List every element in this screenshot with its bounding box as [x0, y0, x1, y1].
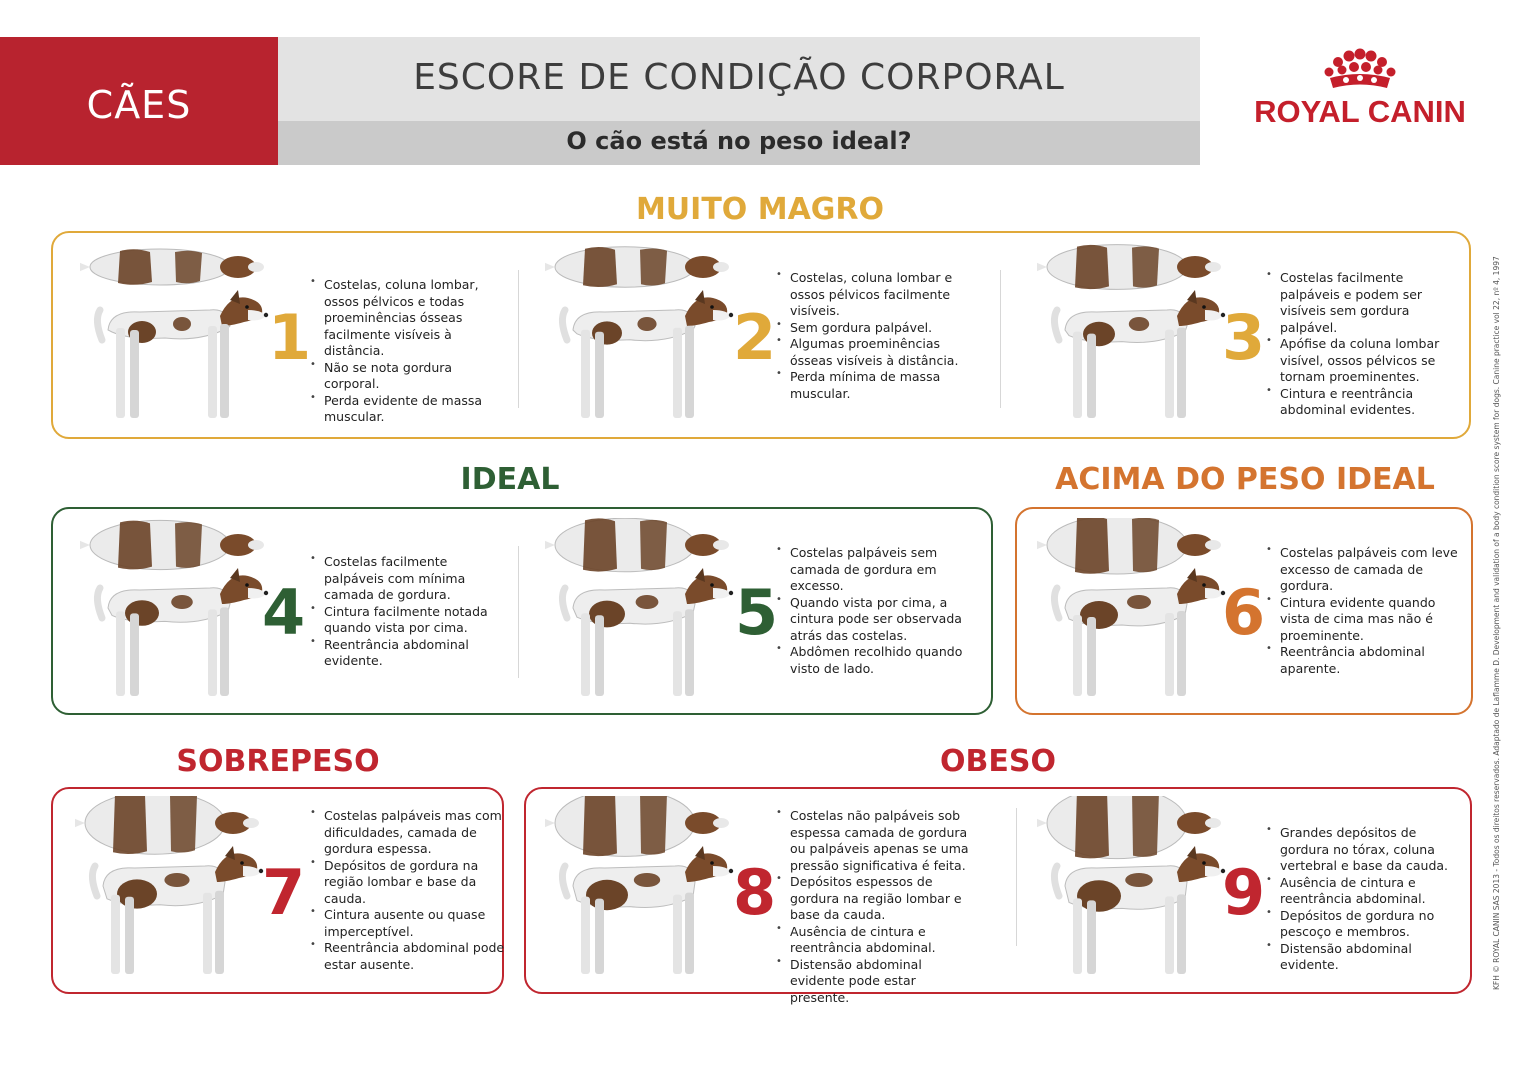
score-number: 6	[1222, 576, 1266, 649]
credit-note	[1492, 256, 1502, 1000]
divider	[518, 270, 519, 408]
credit-text: KFH © ROYAL CANIN SAS 2013 - Todos os direitos reservados. Adaptado de Laflamme D. Development and validation of a body condition score system for dogs. Canine practice vol 22, nº 4, 1997	[1492, 256, 1501, 990]
section-title-acima: ACIMA DO PESO IDEAL	[1055, 462, 1435, 497]
crown-icon	[1250, 48, 1470, 94]
section-title-muito-magro: MUITO MAGRO	[635, 192, 885, 227]
dog-side-view-icon	[562, 290, 733, 418]
description-item: • Ausência de cintura e reentrância abdominal.	[776, 924, 974, 957]
description-item: • Quando vista por cima, a cintura pode ser observada atrás das costelas.	[776, 595, 974, 645]
description-item: • Não se nota gordura corporal.	[310, 360, 508, 393]
description-item: • Cintura e reentrância abdominal evidentes.	[1266, 386, 1464, 419]
description-item: • Reentrância abdominal pode estar ausente.	[310, 940, 508, 973]
description-item: • Ausência de cintura e reentrância abdominal.	[1266, 875, 1466, 908]
dog-illustration-5	[545, 518, 735, 712]
species-banner	[0, 37, 278, 165]
description-item: • Grandes depósitos de gordura no tórax, coluna vertebral e base da cauda.	[1266, 825, 1466, 875]
dog-illustration-4	[80, 518, 270, 712]
score-description-5	[776, 545, 974, 677]
description-item: • Costelas, coluna lombar e ossos pélvicos facilmente visíveis.	[776, 270, 974, 320]
score-number: 2	[733, 301, 777, 374]
description-item: • Costelas, coluna lombar, ossos pélvicos e todas proeminências ósseas facilmente visíveis à distância.	[310, 277, 508, 360]
dog-illustration-3	[1037, 240, 1227, 434]
score-description-3	[1266, 270, 1464, 419]
divider	[1016, 808, 1017, 946]
score-number: 4	[262, 576, 306, 649]
description-item: • Perda evidente de massa muscular.	[310, 393, 508, 426]
subtitle-bar	[278, 121, 1200, 165]
dog-illustration-7	[75, 796, 265, 990]
description-item: • Costelas facilmente palpáveis e podem ser visíveis sem gordura palpável.	[1266, 270, 1464, 336]
score-description-4	[310, 554, 508, 670]
dog-illustration-6	[1037, 518, 1227, 712]
title-bar	[278, 37, 1200, 121]
description-item: • Costelas palpáveis com leve excesso de camada de gordura.	[1266, 545, 1464, 595]
dog-top-view-icon	[1037, 245, 1221, 290]
description-item: • Reentrância abdominal evidente.	[310, 637, 508, 670]
dog-illustration-2	[545, 240, 735, 434]
score-number: 8	[733, 856, 777, 929]
score-number: 7	[262, 856, 306, 929]
score-description-2	[776, 270, 974, 402]
description-item: • Distensão abdominal evidente.	[1266, 941, 1466, 974]
divider	[518, 546, 519, 678]
section-title-obeso: OBESO	[940, 744, 1056, 779]
page-title: ESCORE DE CONDIÇÃO CORPORAL	[413, 57, 1065, 98]
description-item: • Depósitos de gordura no pescoço e membros.	[1266, 908, 1466, 941]
description-item: • Costelas palpáveis sem camada de gordura em excesso.	[776, 545, 974, 595]
score-number: 3	[1222, 301, 1266, 374]
description-item: • Apófise da coluna lombar visível, ossos pélvicos se tornam proeminentes.	[1266, 336, 1464, 386]
dog-illustration-1	[80, 240, 270, 434]
dog-top-view-icon	[80, 520, 264, 569]
score-number: 5	[735, 576, 779, 649]
score-number: 9	[1222, 856, 1266, 929]
description-item: • Reentrância abdominal aparente.	[1266, 644, 1464, 677]
dog-side-view-icon	[562, 568, 733, 696]
brand-name: ROYAL CANIN	[1254, 94, 1466, 129]
dog-top-view-icon	[545, 518, 729, 572]
page-subtitle: O cão está no peso ideal?	[566, 127, 912, 155]
score-description-6	[1266, 545, 1464, 677]
score-number: 1	[268, 301, 312, 374]
dog-top-view-icon	[80, 249, 264, 285]
dog-side-view-icon	[97, 568, 268, 696]
description-item: • Algumas proeminências ósseas visíveis à distância.	[776, 336, 974, 369]
species-label: CÃES	[86, 83, 192, 127]
score-description-8	[776, 808, 974, 1006]
description-item: • Abdômen recolhido quando visto de lado.	[776, 644, 974, 677]
score-description-1	[310, 277, 508, 426]
description-item: • Cintura facilmente notada quando vista por cima.	[310, 604, 508, 637]
dog-side-view-icon	[1054, 290, 1225, 418]
description-item: • Costelas não palpáveis sob espessa camada de gordura ou palpáveis apenas se uma pressão significativa é feita.	[776, 808, 974, 874]
dog-illustration-9	[1037, 796, 1227, 990]
description-item: • Sem gordura palpável.	[776, 320, 974, 337]
description-item: • Costelas facilmente palpáveis com mínima camada de gordura.	[310, 554, 508, 604]
score-description-7	[310, 808, 508, 973]
dog-side-view-icon	[1054, 568, 1225, 696]
dog-top-view-icon	[75, 796, 259, 854]
score-description-9	[1266, 825, 1466, 974]
section-title-ideal: IDEAL	[460, 462, 560, 497]
dog-side-view-icon	[92, 846, 263, 974]
royal-canin-logo	[1250, 48, 1470, 128]
description-item: • Depósitos de gordura na região lombar e base da cauda.	[310, 858, 508, 908]
description-item: • Depósitos espessos de gordura na região lombar e base da cauda.	[776, 874, 974, 924]
dog-side-view-icon	[1054, 846, 1225, 974]
dog-top-view-icon	[545, 796, 729, 856]
dog-side-view-icon	[562, 846, 733, 974]
divider	[1000, 270, 1001, 408]
section-title-sobrepeso: SOBREPESO	[176, 744, 380, 779]
dog-top-view-icon	[545, 247, 729, 287]
description-item: • Costelas palpáveis mas com dificuldades, camada de gordura espessa.	[310, 808, 508, 858]
description-item: • Cintura evidente quando vista de cima mas não é proeminente.	[1266, 595, 1464, 645]
dog-top-view-icon	[1037, 518, 1221, 574]
dog-side-view-icon	[97, 290, 268, 418]
description-item: • Cintura ausente ou quase imperceptível.	[310, 907, 508, 940]
description-item: • Distensão abdominal evidente pode estar presente.	[776, 957, 974, 1007]
dog-illustration-8	[545, 796, 735, 990]
description-item: • Perda mínima de massa muscular.	[776, 369, 974, 402]
